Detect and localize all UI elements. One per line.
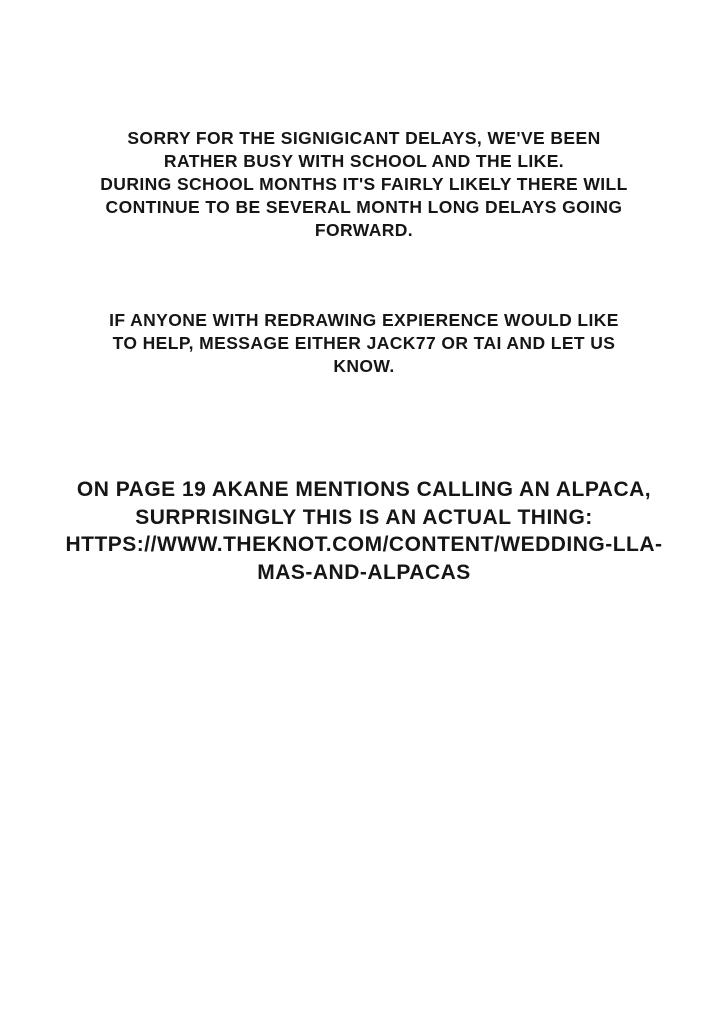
note-text-line: RATHER BUSY WITH SCHOOL AND THE LIKE. <box>163 151 565 171</box>
redraw-help-note <box>0 309 728 378</box>
note-text-line: CONTINUE TO BE SEVERAL MONTH LONG DELAYS GOING <box>105 197 623 217</box>
note-text-line: FORWARD. <box>314 220 414 240</box>
note-text-line: IF ANYONE WITH REDRAWING EXPIERENCE WOULD LIKE <box>109 310 619 330</box>
note-text-line: ON PAGE 19 AKANE MENTIONS CALLING AN ALPACA, <box>76 478 652 501</box>
note-text-line: SORRY FOR THE SIGNIGICANT DELAYS, WE'VE BEEN <box>127 128 601 148</box>
note-url-line: MAS-AND-ALPACAS <box>257 560 471 584</box>
note-text-line: DURING SCHOOL MONTHS IT'S FAIRLY LIKELY THERE WILL <box>100 174 628 194</box>
note-text-line: TO HELP, MESSAGE EITHER JACK77 OR TAI AND LET US <box>112 333 616 353</box>
note-text-line: KNOW. <box>333 356 395 376</box>
note-text-line: SURPRISINGLY THIS IS AN ACTUAL THING: <box>135 505 593 529</box>
alpaca-trivia-note <box>0 476 728 586</box>
note-url-line: HTTPS://WWW.THEKNOT.COM/CONTENT/WEDDING-LLA- <box>65 533 663 556</box>
delays-apology-note <box>0 127 728 242</box>
